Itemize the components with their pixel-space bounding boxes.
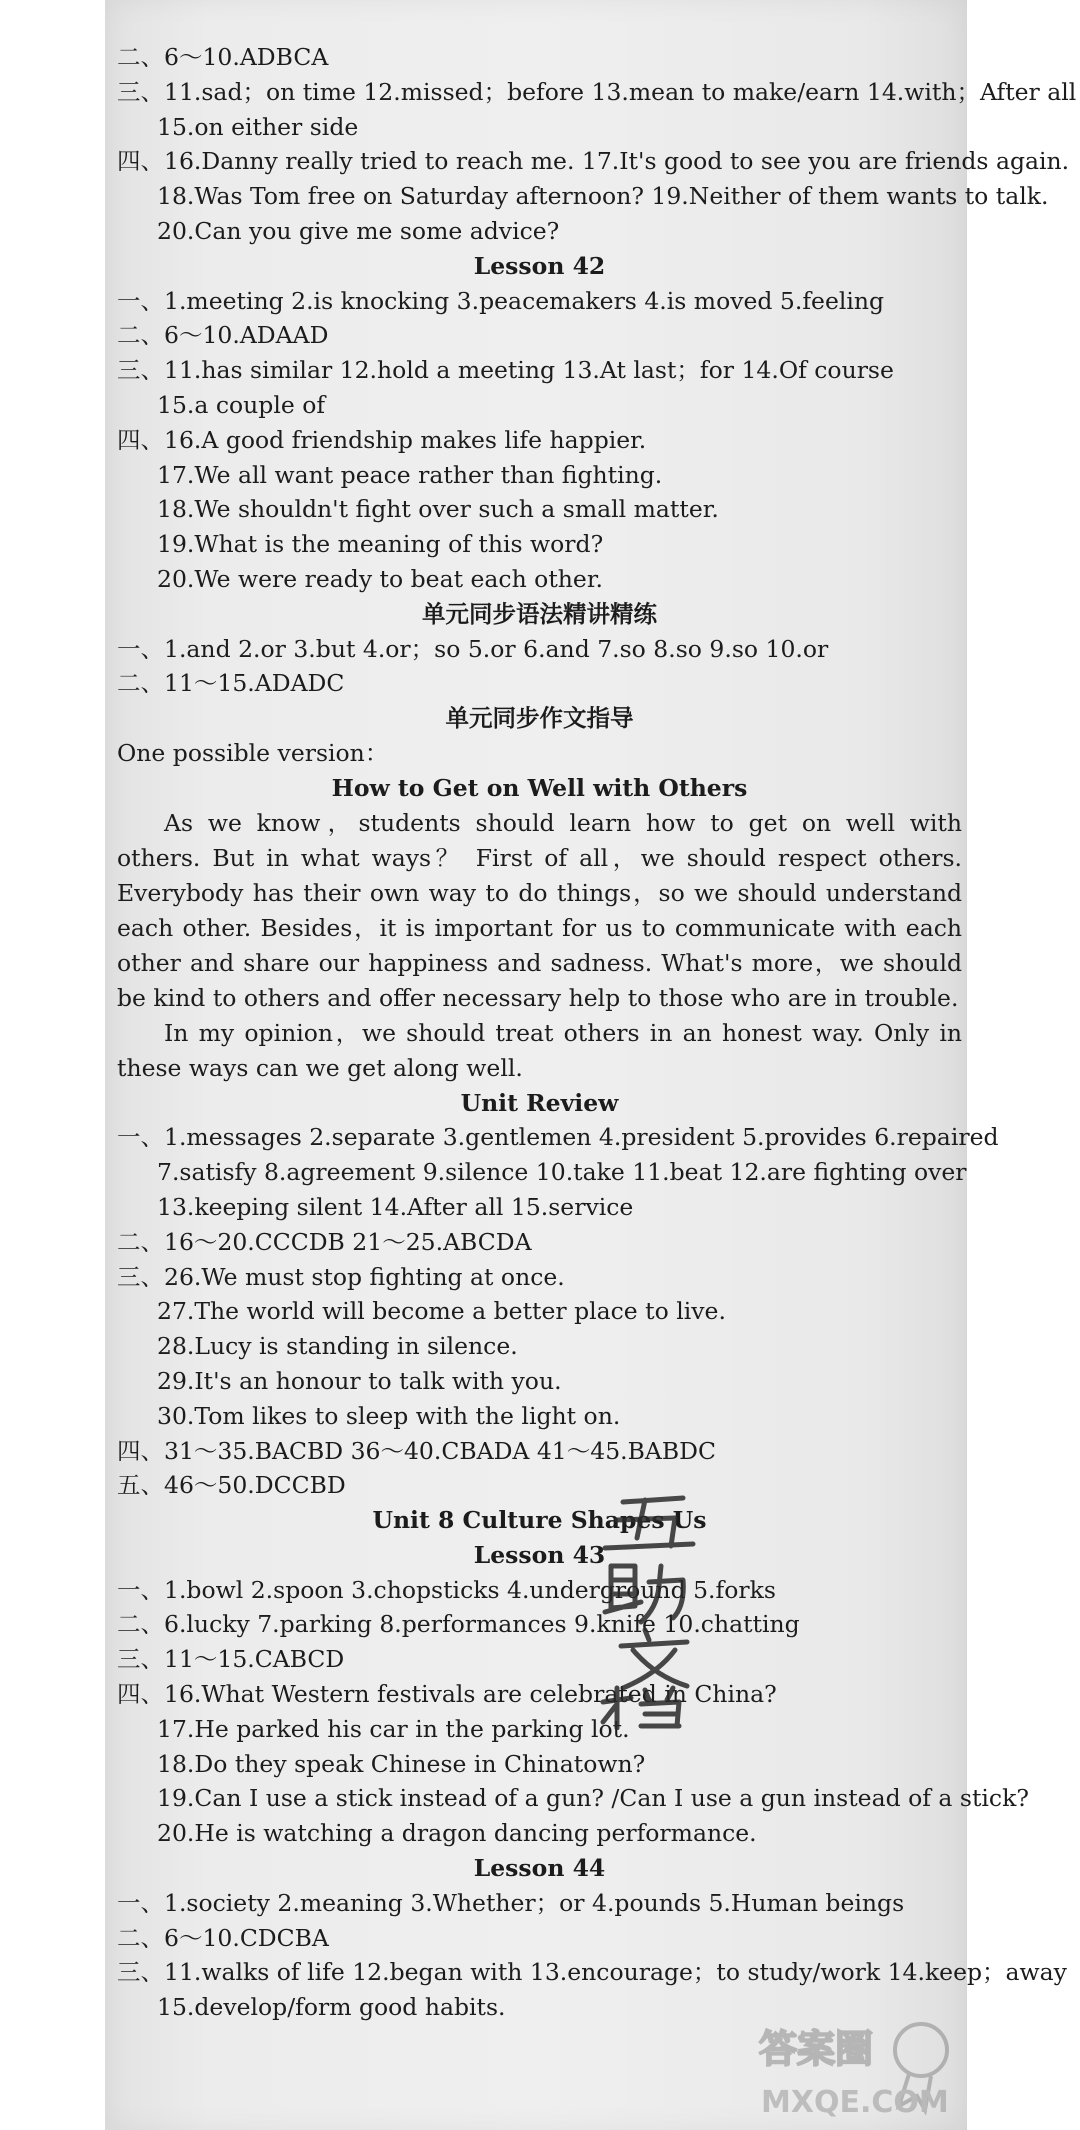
section-heading: Unit 8 Culture Shapes Us: [372, 1506, 707, 1535]
answer-line: 二、16～20.CCCDB 21～25.ABCDA: [117, 1227, 532, 1256]
answer-line: 四、16.A good friendship makes life happier.: [117, 425, 647, 454]
answer-line: 三、11.has similar 12.hold a meeting 13.At last；for 14.Of course: [117, 356, 894, 385]
answer-line: One possible version：: [117, 738, 389, 767]
answer-line: 二、6～10.ADAAD: [117, 321, 329, 350]
answer-line: 二、6～10.ADBCA: [117, 43, 329, 71]
answer-line: 四、16.What Western festivals are celebrated in China?: [117, 1680, 777, 1709]
answer-line: 四、16.Danny really tried to reach me. 17.It's good to see you are friends again.: [117, 147, 1070, 176]
answer-line: 三、11～15.CABCD: [117, 1645, 345, 1674]
answer-line: 29.It's an honour to talk with you.: [157, 1366, 562, 1395]
watermark-logo: [749, 2014, 959, 2124]
watermark-url: MXQE.COM: [761, 2085, 949, 2120]
answer-line: 7.satisfy 8.agreement 9.silence 10.take 11.beat 12.are fighting over: [157, 1158, 967, 1187]
answer-line: 三、26.We must stop fighting at once.: [117, 1262, 565, 1291]
answer-line: 17.He parked his car in the parking lot.: [157, 1714, 630, 1743]
answer-line: 15.on either side: [157, 112, 359, 141]
answer-line: 五、46～50.DCCBD: [117, 1471, 346, 1500]
answer-line: 三、11.sad；on time 12.missed；before 13.mean to make/earn 14.with；After all: [117, 77, 1077, 106]
section-heading: Lesson 43: [473, 1540, 606, 1569]
section-heading: Lesson 42: [473, 251, 606, 280]
answer-line: 20.He is watching a dragon dancing performance.: [157, 1819, 757, 1848]
section-heading: 单元同步语法精讲精练: [422, 599, 657, 628]
answer-line: 27.The world will become a better place to live.: [157, 1297, 726, 1326]
answer-line: 20.Can you give me some advice?: [157, 216, 560, 245]
section-heading: How to Get on Well with Others: [331, 773, 748, 802]
answer-line: 一、1.meeting 2.is knocking 3.peacemakers 4.is moved 5.feeling: [117, 286, 885, 315]
answer-line: 二、6～10.CDCBA: [117, 1923, 329, 1952]
answer-line: 一、1.society 2.meaning 3.Whether；or 4.pounds 5.Human beings: [117, 1888, 905, 1917]
answer-line: 19.Can I use a stick instead of a gun? /Can I use a gun instead of a stick?: [157, 1784, 1029, 1813]
answer-line: 15.develop/form good habits.: [157, 1993, 506, 2022]
answer-line: 15.a couple of: [157, 390, 326, 419]
answer-line: 13.keeping silent 14.After all 15.service: [157, 1192, 634, 1221]
answer-line: 19.What is the meaning of this word?: [157, 530, 604, 559]
answer-line: 一、1.messages 2.separate 3.gentlemen 4.president 5.provides 6.repaired: [117, 1123, 999, 1152]
essay-paragraph: In my opinion，we should treat others in an honest way. Only in these ways can we get along well.: [117, 1018, 962, 1082]
answer-line: 四、31～35.BACBD 36～40.CBADA 41～45.BABDC: [117, 1436, 716, 1465]
essay-paragraph: As we know，students should learn how to get on well with others. But in what ways？ First of all，we should respect others. Everybody has their own way to do things，so we should understand each other. Besides，it is important for us to communicate with each other and share our happiness and sadness. What's more，we should be kind to others and offer necessary help to those who are in trouble.: [117, 808, 962, 1012]
answer-content: [117, 40, 1077, 2025]
answer-line: 17.We all want peace rather than fighting.: [157, 460, 663, 489]
answer-line: 18.Do they speak Chinese in Chinatown?: [157, 1749, 646, 1778]
answer-line: 一、1.bowl 2.spoon 3.chopsticks 4.underground 5.forks: [117, 1575, 776, 1604]
answer-line: 二、6.lucky 7.parking 8.performances 9.knife 10.chatting: [117, 1610, 800, 1639]
answer-page: [105, 0, 1077, 2130]
answer-line: 20.We were ready to beat each other.: [157, 564, 603, 593]
answer-line: 一、1.and 2.or 3.but 4.or；so 5.or 6.and 7.so 8.so 9.so 10.or: [117, 634, 829, 663]
answer-line: 三、11.walks of life 12.began with 13.encourage；to study/work 14.keep；away: [117, 1958, 1067, 1987]
answer-line: 28.Lucy is standing in silence.: [157, 1332, 518, 1361]
section-heading: Unit Review: [460, 1088, 619, 1117]
answer-line: 30.Tom likes to sleep with the light on.: [157, 1401, 621, 1430]
handwritten-stamp: [575, 1490, 745, 1730]
section-heading: Lesson 44: [473, 1854, 606, 1883]
section-heading: 单元同步作文指导: [445, 704, 634, 733]
answer-line: 18.We shouldn't fight over such a small matter.: [157, 495, 719, 524]
answer-line: 18.Was Tom free on Saturday afternoon? 19.Neither of them wants to talk.: [157, 182, 1049, 211]
answer-line: 二、11～15.ADADC: [117, 669, 345, 698]
watermark-text: 答案圈: [759, 2027, 874, 2071]
